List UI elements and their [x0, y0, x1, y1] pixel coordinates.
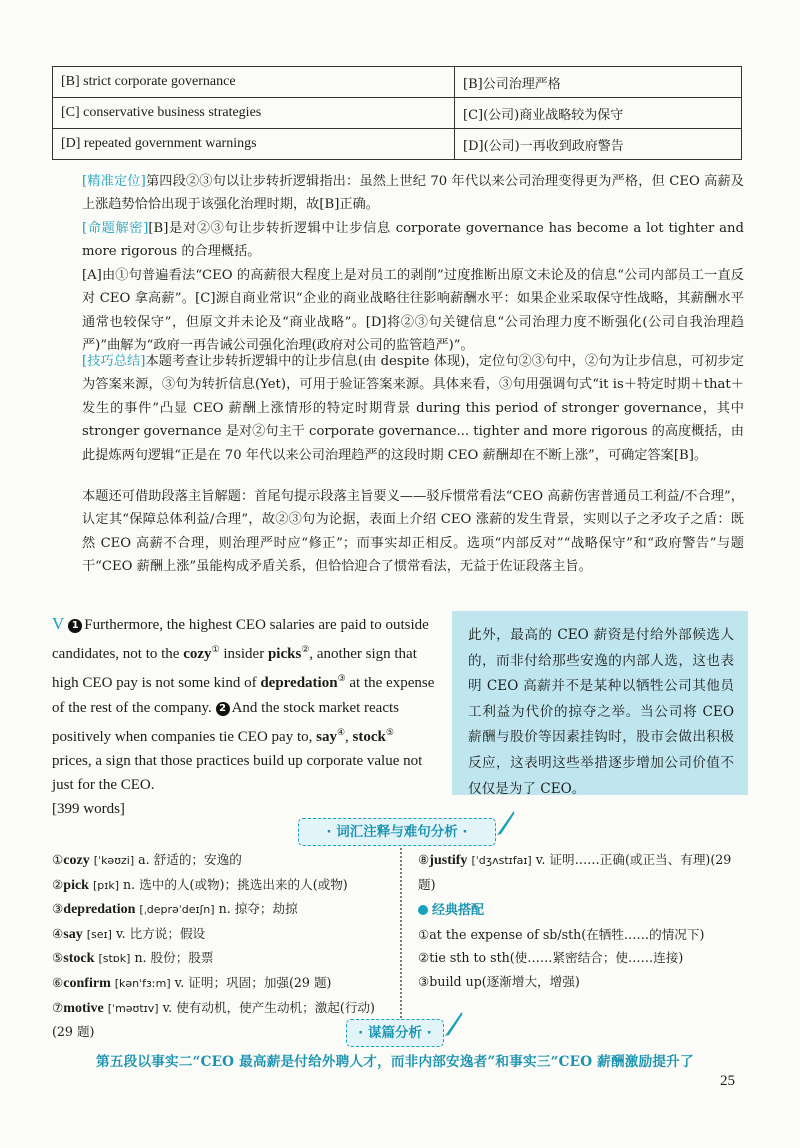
translation-box	[452, 611, 748, 795]
vocab-item	[418, 848, 748, 896]
vocab-banner	[298, 818, 496, 846]
word-count: [399 words]	[52, 801, 125, 818]
analysis-technique-summary	[82, 350, 744, 467]
keyword-picks: picks	[267, 646, 302, 663]
passage-text: prices, a sign that those practices build up corporate value not just for the CEO.	[52, 753, 423, 794]
passage-text: at the expense of the rest of the company.	[52, 675, 435, 716]
vocab-list-right	[418, 848, 748, 994]
vocab-def: v. 证明……正确(或正当、有理)(29 题)	[418, 852, 732, 892]
passage-text: Furthermore, the highest CEO salaries are paid to outside candidates, not to the	[52, 617, 429, 663]
keyword-stock: stock	[352, 728, 386, 745]
keyword-depredation: depredation	[260, 675, 338, 692]
vocab-item	[52, 922, 392, 947]
vocab-number: ③	[52, 901, 64, 917]
classic-collocations-heading	[418, 898, 748, 923]
banner-label: · 谋篇分析 ·	[358, 1025, 432, 1041]
collocation-item: ①at the expense of sb/sth(在牺牲……的情况下)	[418, 926, 705, 942]
vocab-item	[52, 946, 392, 971]
vocab-ipa: [ˈməʊtɪv]	[107, 1001, 159, 1015]
vocab-ipa: [ˈdʒʌstɪfaɪ]	[471, 854, 532, 867]
analysis-text: [A]由①句普遍看法“CEO 的高薪很大程度上是对员工的剥削”过度推断出原文未论及的信息“公司内部员工一直反对 CEO 拿高薪”。[C]源自商业常识“企业的商业战略往往影响薪酬水平：如果企业采取保守性战略，其薪酬水平通常也较保守”，但原文并未论及“商业战略”。[D]将②③句关键信息“公司治理力度不断强化(公司自我治理趋严)”曲解为“政府一再告诫公司强化治理(政府对公司的监管趋严)”。	[82, 268, 744, 354]
vocab-number: ②	[52, 876, 64, 892]
vocab-word: stock	[63, 951, 95, 967]
option-zh: [C](公司)商业战略较为保守	[455, 98, 742, 129]
analysis-text: 第四段②③句以让步转折逻辑指出：虽然上世纪 70 年代以来公司治理变得更为严格，但 CEO 高薪及上涨趋势恰恰出现于该强化治理时期，故[B]正确。	[82, 174, 744, 213]
vocab-word: confirm	[63, 975, 111, 991]
vocab-number: ⑦	[52, 999, 64, 1015]
vocab-def: n. 股份；股票	[134, 950, 214, 966]
footnote-mark: ②	[301, 644, 310, 655]
footnote-mark: ③	[337, 673, 346, 684]
vocab-ipa: [stɒk]	[98, 952, 131, 966]
analysis-paragraph-theme	[82, 485, 744, 579]
vocab-ipa: [seɪ]	[86, 927, 112, 941]
vocab-word: justify	[429, 853, 468, 868]
passage-text: And the stock market reacts positively when companies tie CEO pay to,	[52, 699, 400, 745]
vocab-def: n. 掠夺；劫掠	[218, 901, 298, 917]
analysis-distractors	[82, 264, 744, 358]
vocab-number: ⑤	[52, 950, 64, 966]
translation-text: 此外，最高的 CEO 薪资是付给外部候选人的，而非付给那些安逸的内部人选，这也表明 CEO 高薪并不是某种以牺牲公司其他员工利益为代价的掠夺之举。当公司将 CEO 薪酬与股价等因素挂钩时，股市会做出积极反应，这表明这些举措逐步增加公司价值不仅仅是为了 CEO。	[468, 627, 734, 797]
vocab-word: cozy	[63, 853, 90, 868]
vocab-def: n. 选中的人(或物)；挑选出来的人(或物)	[123, 876, 348, 892]
option-zh: [D](公司)一再收到政府警告	[455, 129, 742, 160]
vocab-def: v. 使有动机，使产生动机；激起(行动)(29 题)	[52, 999, 375, 1040]
vocab-ipa: [ˌdeprəˈdeɪʃn]	[139, 903, 215, 917]
passage-text: , another sign that high CEO pay is not some kind of	[52, 646, 417, 692]
section-title: 经典搭配	[432, 903, 485, 919]
vocab-item	[52, 848, 392, 873]
vocab-number: ①	[52, 852, 64, 867]
option-en: [D] repeated government warnings	[53, 129, 455, 160]
banner-label: · 词汇注释与难句分析 ·	[326, 824, 468, 840]
structure-analysis-text: 第五段以事实二“CEO 最高薪是付给外聘人才，而非内部安逸者”和事实三“CEO 薪酬激励提升了	[96, 1054, 694, 1070]
option-row-d	[53, 129, 742, 160]
vocab-number: ④	[52, 925, 64, 941]
analysis-text: 本题考查让步转折逻辑中的让步信息(由 despite 体现)，定位句②③句中，②句为让步信息，可初步定为答案来源，③句为转折信息(Yet)，可用于验证答案来源。具体来看，③句用强调句式“it is＋特定时期＋that＋发生的事件”凸显 CEO 薪酬上涨情形的特定时期背景 during this period of stronger governance，其中 stronger governance 是对②句主干 corporate governance... tighter and more rigorous 的高度概括，由此提炼两句逻辑“正是在 70 年代以来公司治理趋严的这段时期 CEO 薪酬却在不断上涨”，可确定答案[B]。	[82, 354, 744, 463]
vocab-ipa: [ˈkəʊzi]	[93, 854, 135, 867]
analysis-question-decode	[82, 217, 744, 264]
vocab-number: ⑧	[418, 852, 430, 867]
bullet-dot-icon	[418, 905, 428, 915]
paragraph-number: V	[52, 614, 65, 633]
vocab-item	[52, 971, 392, 996]
footnote-mark: ①	[211, 644, 220, 655]
option-en: [B] strict corporate governance	[53, 67, 455, 98]
option-en: [C] conservative business strategies	[53, 98, 455, 129]
tag-label: [命题解密]	[82, 221, 149, 236]
passage-text: insider	[219, 646, 268, 663]
vocab-word: depredation	[63, 902, 136, 918]
sentence-number: 2	[216, 702, 230, 716]
keyword-cozy: cozy	[183, 646, 212, 663]
collocation-item: ②tie sth to sth(使……紧密结合；使……连接)	[418, 950, 684, 966]
option-row-b	[53, 67, 742, 98]
analysis-precise-location	[82, 170, 744, 217]
passage-paragraph-v	[52, 612, 437, 822]
structure-analysis-banner	[346, 1019, 444, 1047]
page-number: 25	[720, 1073, 735, 1089]
options-table	[52, 66, 742, 160]
vocab-word: motive	[63, 1000, 104, 1016]
vocab-def: v. 证明；巩固；加强(29 题)	[174, 974, 332, 990]
tag-label: [技巧总结]	[82, 354, 146, 369]
tag-label: [精准定位]	[82, 174, 146, 189]
option-row-c	[53, 98, 742, 129]
vocab-ipa: [pɪk]	[93, 878, 120, 892]
vocab-word: say	[63, 926, 83, 942]
vocab-item	[52, 897, 392, 922]
vocab-item	[52, 873, 392, 898]
analysis-text: 本题还可借助段落主旨解题：首尾句提示段落主旨要义——驳斥惯常看法“CEO 高薪伤害普通员工利益/不合理”，认定其“保障总体利益/合理”，故②③句为论据，表面上介绍 CEO 涨薪的发生背景，实则以子之矛攻子之盾：既然 CEO 高薪不合理，则治理严时应“修正”；而事实却正相反。选项“内部反对”“战略保守”和“政府警告”与题干“CEO 薪酬上涨”虽能构成矛盾关系，但恰恰迎合了惯常看法，无益于佐证段落主旨。	[82, 489, 744, 575]
vocab-word: pick	[63, 877, 89, 893]
keyword-say: say	[316, 728, 337, 745]
vocab-item	[52, 996, 392, 1044]
passage-text: ,	[345, 728, 353, 745]
vocab-number: ⑥	[52, 974, 64, 990]
footnote-mark: ④	[336, 726, 346, 737]
vocab-def: v. 比方说；假设	[115, 925, 206, 941]
vocab-ipa: [kənˈfɜːm]	[114, 976, 171, 990]
quill-icon	[442, 1009, 464, 1039]
sentence-number: 1	[68, 619, 82, 633]
vocab-def: a. 舒适的；安逸的	[138, 852, 242, 867]
column-divider	[400, 848, 402, 1018]
footnote-mark: ⑤	[385, 726, 394, 737]
quill-icon	[494, 808, 516, 838]
collocation-item: ③build up(逐渐增大，增强)	[418, 973, 580, 989]
vocab-list-left	[52, 848, 392, 1044]
option-zh: [B]公司治理严格	[455, 67, 742, 98]
analysis-text: [B]是对②③句让步转折逻辑中让步信息 corporate governance has become a lot tighter and more rigorous 的合理概括。	[82, 221, 744, 260]
